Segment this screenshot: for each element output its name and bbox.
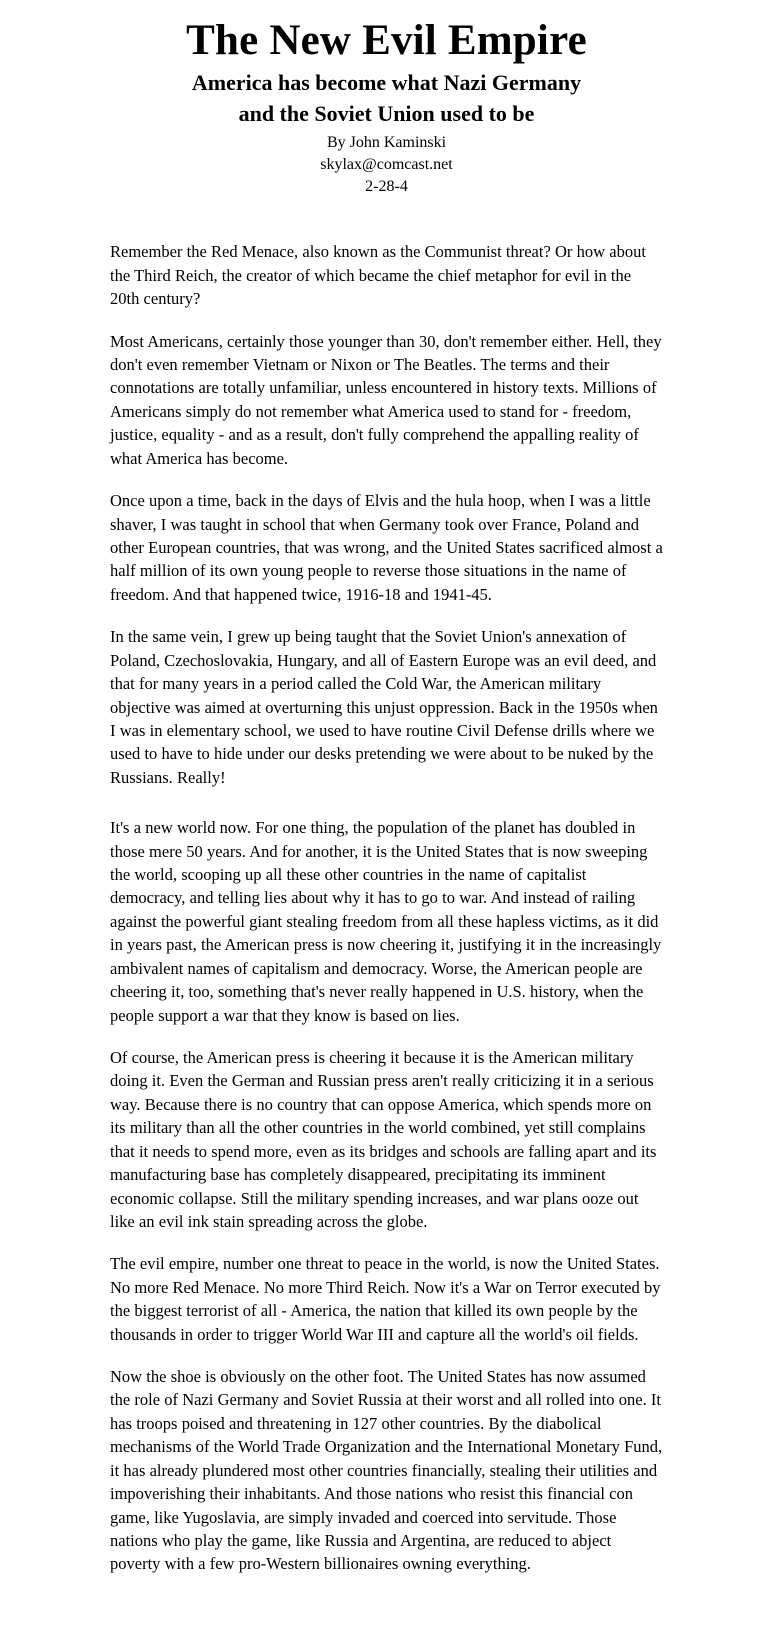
author-byline: By John Kaminski [326, 134, 447, 152]
document-header [0, 0, 773, 198]
article-paragraph: It's a new world now. For one thing, the population of the planet has doubled in those mere 50 years. And for another, it is the United States that is now sweeping the world, scooping up all these other countries in the name of capitalist democracy, and telling lies about why it has to go to war. And instead of railing against the powerful giant stealing freedom from all these hapless victims, as it did in years past, the American press is now cheering it, justifying it in the increasingly ambivalent names of capitalism and democracy. Worse, the American people are cheering it, too, something that's never really happened in U.S. history, when the people support a war that they know is based on lies. [110, 818, 662, 1025]
article-body [0, 240, 773, 1625]
article-paragraph: Now the shoe is obviously on the other foot. The United States has now assumed the role of Nazi Germany and Soviet Russia at their worst and all rolled into one. It has troops poised and threatening in 127 other countries. By the diabolical mechanisms of the World Trade Organization and the International Monetary Fund, it has already plundered most other countries financially, stealing their utilities and impoverishing their inhabitants. And those nations who resist this financial con game, like Yugoslavia, are simply invaded and coerced into servitude. Those nations who play the game, like Russia and Argentina, are reduced to abject poverty with a few pro-Western billionaires owning everything. [110, 1367, 663, 1574]
author-email: skylax@comcast.net [320, 156, 453, 174]
article-paragraph: Once upon a time, back in the days of Elvis and the hula hoop, when I was a little shaver, I was taught in school that when Germany took over France, Poland and other European countries, that was wrong, and the United States sacrificed almost a half million of its own young people to reverse those situations in the name of freedom. And that happened twice, 1916-18 and 1941-45. [110, 491, 663, 604]
article-paragraph: In the same vein, I grew up being taught that the Soviet Union's annexation of Poland, Czechoslovakia, Hungary, and all of Eastern Europe was an evil deed, and that for many years in a period called the Cold War, the American military objective was aimed at overturning this unjust oppression. Back in the 1950s when I was in elementary school, we used to have routine Civil Defense drills where we used to have to hide under our desks pretending we were about to be nuked by the Russians. Really! [110, 627, 658, 787]
page-subtitle-line-1: America has become what Nazi Germany [191, 70, 582, 96]
publication-date: 2-28-4 [365, 178, 408, 196]
article-paragraph: The evil empire, number one threat to peace in the world, is now the United States. No more Red Menace. No more Third Reich. Now it's a War on Terror executed by the biggest terrorist of all - America, the nation that killed its own people by the thousands in order to trigger World War III and capture all the world's oil fields. [110, 1254, 661, 1344]
header-body-spacer [0, 198, 773, 240]
article-paragraph: Of course, the American press is cheering it because it is the American military doing it. Even the German and Russian press aren't really criticizing it in a serious way. Because there is no country that can oppose America, which spends more on its military than all the other countries in the world combined, yet still complains that it needs to spend more, even as its bridges and schools are falling apart and its manufacturing base has completely disappeared, precipitating its imminent economic collapse. Still the military spending increases, and war plans ooze out like an evil ink stain spreading across the globe. [110, 1047, 657, 1231]
page-subtitle-line-2: and the Soviet Union used to be [238, 101, 535, 127]
article-paragraph: Remember the Red Menace, also known as the Communist threat? Or how about the Third Reich, the creator of which became the chief metaphor for evil in the 20th century? [110, 242, 646, 309]
article-paragraph: Most Americans, certainly those younger than 30, don't remember either. Hell, they don't even remember Vietnam or Nixon or The Beatles. The terms and their connotations are totally unfamiliar, unless encountered in history texts. Millions of Americans simply do not remember what America used to stand for - freedom, justice, equality - and as a result, don't fully comprehend the appalling reality of what America has become. [110, 331, 662, 468]
page-title: The New Evil Empire [186, 17, 587, 64]
